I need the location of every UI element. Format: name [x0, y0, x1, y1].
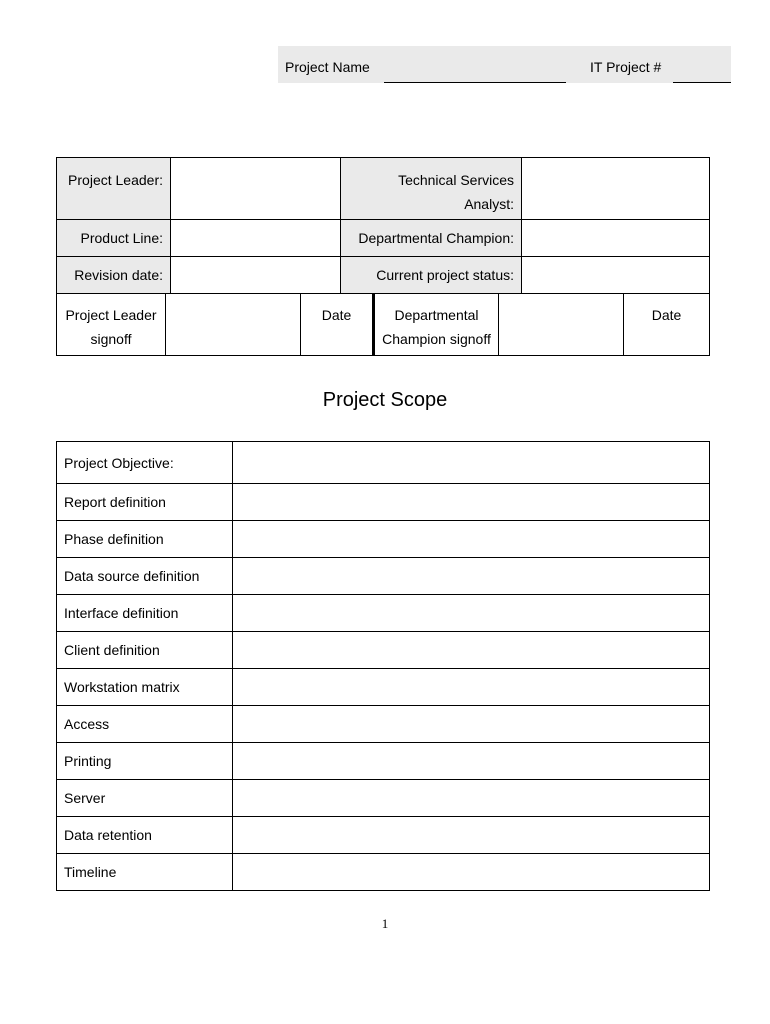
timeline-field[interactable]: [233, 854, 710, 891]
info-row-product-line: [57, 220, 710, 257]
section-title: Project Scope: [322, 389, 448, 411]
page-number: 1: [381, 916, 389, 931]
project-objective-label: [57, 442, 233, 484]
scope-row-printing: [57, 743, 710, 780]
technical-services-label-line2: Analyst:: [464, 196, 514, 212]
champion-signoff-line1: Departmental: [394, 307, 479, 323]
data-source-definition-field[interactable]: [233, 558, 710, 595]
revision-date-label: Revision date:: [57, 257, 171, 294]
client-definition-field[interactable]: [233, 632, 710, 669]
project-name-field[interactable]: [384, 82, 566, 83]
project-name-label: Project Name: [285, 59, 370, 75]
data-retention-label: Data retention: [57, 817, 233, 854]
scope-row-client-definition: [57, 632, 710, 669]
phase-definition-field[interactable]: [233, 521, 710, 558]
scope-row-timeline: [57, 854, 710, 891]
scope-row-data-retention: [57, 817, 710, 854]
scope-row-phase-definition: [57, 521, 710, 558]
data-retention-field[interactable]: [233, 817, 710, 854]
technical-services-label-line1: Technical Services: [398, 172, 514, 188]
interface-definition-field[interactable]: [233, 595, 710, 632]
access-label: Access: [57, 706, 233, 743]
technical-services-analyst-label: [341, 158, 522, 220]
workstation-matrix-field[interactable]: [233, 669, 710, 706]
scope-row-workstation-matrix: [57, 669, 710, 706]
scope-row-project-objective: [57, 442, 710, 484]
phase-definition-label: Phase definition: [57, 521, 233, 558]
leader-signoff-line2: signoff: [90, 331, 132, 347]
product-line-label: Product Line:: [57, 220, 171, 257]
info-row-revision-date: [57, 257, 710, 294]
printing-label: Printing: [57, 743, 233, 780]
project-leader-field[interactable]: [171, 158, 341, 220]
champion-signature-field[interactable]: [499, 294, 624, 356]
report-definition-field[interactable]: [233, 484, 710, 521]
project-objective-text: Project Objective: [64, 454, 170, 471]
workstation-matrix-label: Workstation matrix: [57, 669, 233, 706]
leader-signoff-line1: Project Leader: [65, 307, 157, 323]
data-source-definition-label: Data source definition: [57, 558, 233, 595]
signoff-row: [57, 294, 710, 356]
champion-signoff-label: [374, 294, 499, 356]
project-info-table: [56, 157, 710, 294]
scope-row-data-source-definition: [57, 558, 710, 595]
scope-row-server: [57, 780, 710, 817]
revision-date-field[interactable]: [171, 257, 341, 294]
project-objective-colon: :: [169, 454, 174, 471]
scope-row-report-definition: [57, 484, 710, 521]
departmental-champion-field[interactable]: [522, 220, 710, 257]
departmental-champion-label: Departmental Champion:: [341, 220, 522, 257]
project-leader-signature-field[interactable]: [166, 294, 301, 356]
champion-signoff-line2: Champion signoff: [382, 331, 491, 347]
info-row-project-leader: [57, 158, 710, 220]
scope-row-access: [57, 706, 710, 743]
champion-date-label: Date: [624, 294, 710, 356]
project-header-bar: [278, 46, 731, 83]
report-definition-label: Report definition: [57, 484, 233, 521]
server-label: Server: [57, 780, 233, 817]
server-field[interactable]: [233, 780, 710, 817]
client-definition-label: Client definition: [57, 632, 233, 669]
scope-row-interface-definition: [57, 595, 710, 632]
leader-date-label: Date: [301, 294, 374, 356]
timeline-label: Timeline: [57, 854, 233, 891]
interface-definition-label: Interface definition: [57, 595, 233, 632]
project-scope-table: [56, 441, 710, 891]
current-project-status-label: Current project status:: [341, 257, 522, 294]
product-line-field[interactable]: [171, 220, 341, 257]
current-project-status-field[interactable]: [522, 257, 710, 294]
project-leader-label: Project Leader:: [57, 158, 171, 220]
it-project-label: IT Project #: [590, 59, 662, 75]
it-project-number-field[interactable]: [673, 82, 731, 83]
project-objective-field[interactable]: [233, 442, 710, 484]
project-leader-signoff-label: [57, 294, 166, 356]
signoff-table: [56, 293, 710, 356]
printing-field[interactable]: [233, 743, 710, 780]
technical-services-analyst-field[interactable]: [522, 158, 710, 220]
access-field[interactable]: [233, 706, 710, 743]
